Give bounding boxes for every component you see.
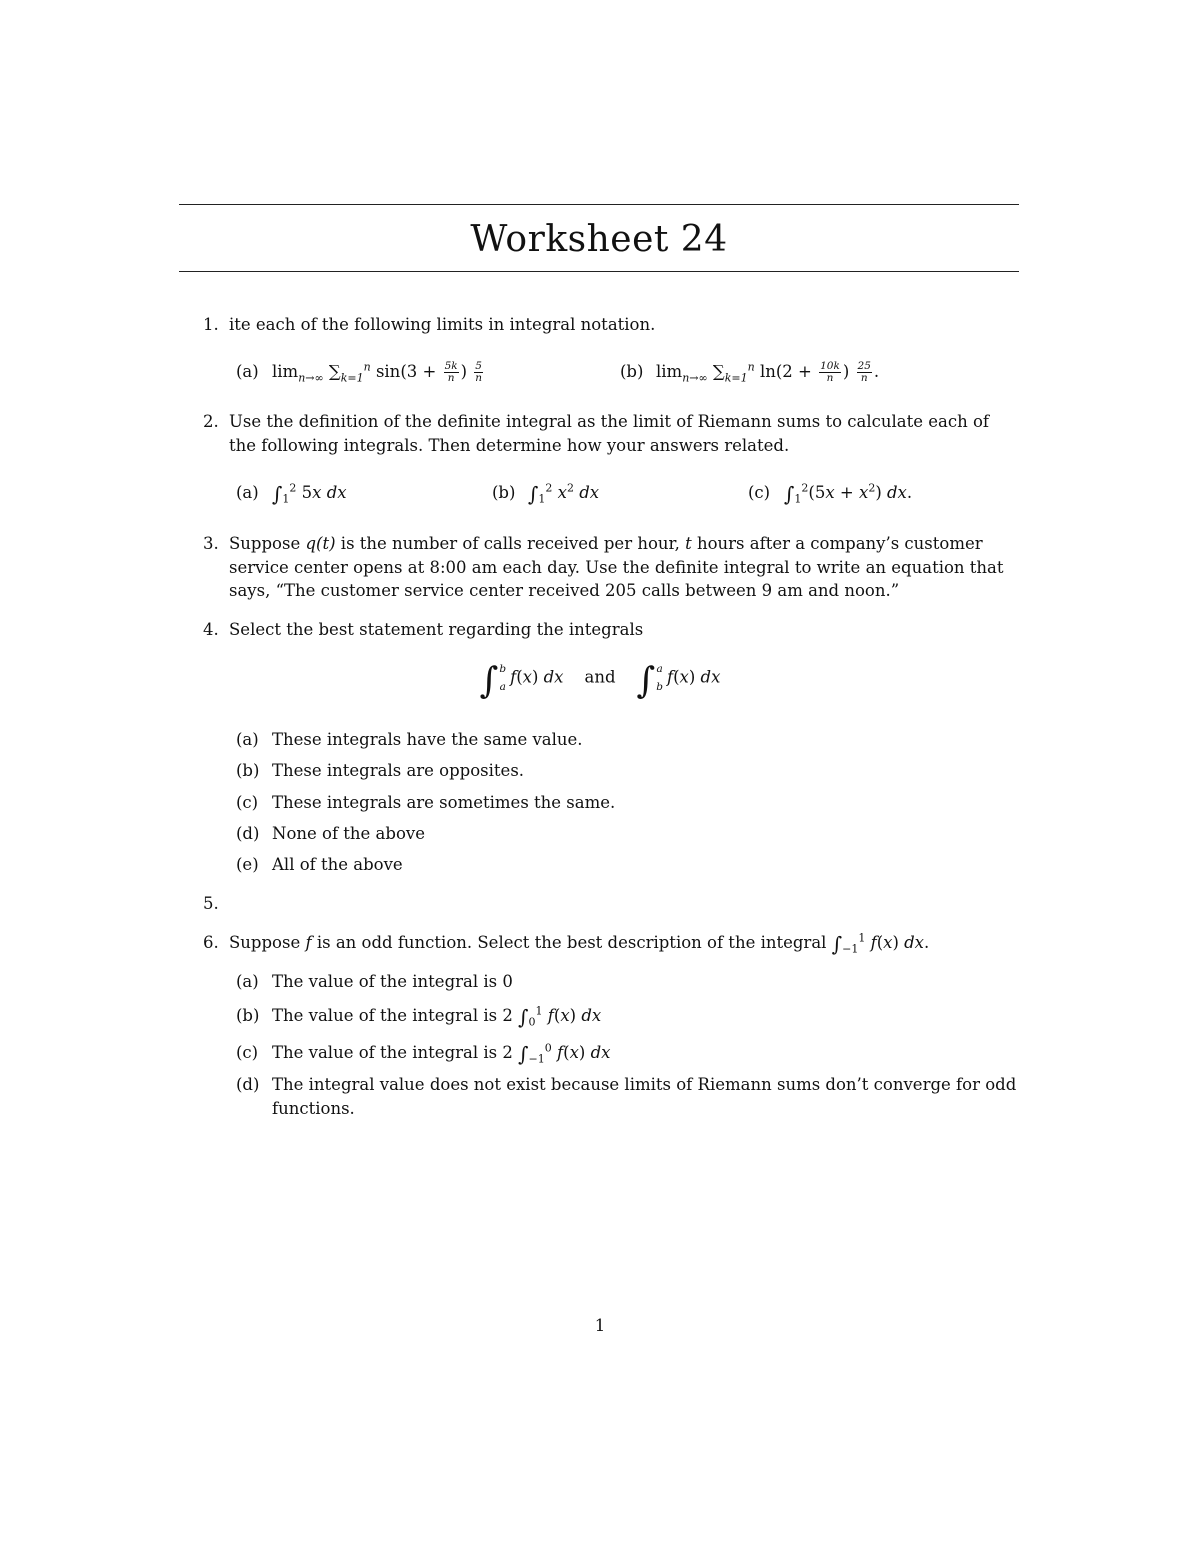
problem-2b-label: (b) [492, 483, 516, 502]
problem-2c: (c) $\int_1^2(5x + x^2)$ dx. [748, 481, 913, 506]
problem-3-text-e: hours after a company’s customer [691, 534, 983, 553]
problem-2b: (b) $\int_1^2$ $x^2$ dx [492, 481, 600, 506]
problem-2-line-1: Use the definition of the definite integral as the limit of Riemann sums to calculate each of [229, 412, 990, 431]
problem-6-text-a: Suppose [229, 933, 306, 952]
problem-6-option-a [236, 970, 513, 994]
title-top-rule [179, 204, 1019, 205]
problem-6-var-f: f [305, 933, 312, 952]
problem-6-option-b-text: The value of the integral is 2 [272, 1006, 513, 1025]
problem-4-option-a [236, 728, 583, 752]
problem-4-option-c-text: These integrals are sometimes the same. [272, 793, 616, 812]
problem-6-option-d-label: (d) [236, 1075, 260, 1094]
problem-3-var-t: t [685, 534, 692, 553]
problem-3-text-c: is the number of calls received per hour, [335, 534, 686, 553]
problem-4-text: Select the best statement regarding the integrals [229, 620, 644, 639]
problem-4-option-c [236, 791, 615, 815]
problem-6-option-c: (c) The value of the integral is 2 $\int_{-1}^0$ f(x) dx [236, 1041, 611, 1066]
problem-4-option-c-label: (c) [236, 793, 259, 812]
title-bottom-rule [179, 271, 1019, 272]
problem-4-option-a-text: These integrals have the same value. [272, 730, 583, 749]
problem-1b-label: (b) [620, 362, 644, 381]
problem-4-number: 4. [203, 620, 219, 639]
problem-4-display-integrals: ∫ b a f(x) dx and ∫ a b f(x) dx [479, 660, 721, 702]
problem-2-number: 2. [203, 412, 219, 431]
problem-6-text: Suppose f is an odd function. Select the best description of the integral $\int_{-1}^1$ f(x) dx. [229, 931, 930, 956]
problem-4-and: and [584, 667, 616, 687]
problem-4-option-e-label: (e) [236, 855, 259, 874]
problem-4-option-e [236, 853, 403, 877]
problem-4-option-b-text: These integrals are opposites. [272, 761, 525, 780]
problem-2-line-2: the following integrals. Then determine how your answers related. [229, 436, 790, 455]
problem-1a-label: (a) [236, 362, 259, 381]
problem-4-option-b-label: (b) [236, 761, 260, 780]
problem-1-number: 1. [203, 315, 219, 334]
problem-1-text: ite each of the following limits in integral notation. [229, 315, 656, 334]
problem-6-option-c-text: The value of the integral is 2 [272, 1043, 513, 1062]
problem-6-text-c: is an odd function. Select the best description of the integral [311, 933, 832, 952]
problem-3-line-3: says, “The customer service center received 205 calls between 9 am and noon.” [229, 581, 900, 600]
page-number: 1 [594, 1316, 606, 1335]
problem-3-var-q: q(t) [305, 534, 336, 553]
problem-1b: (b) $\lim_{n\to\infty} \sum_{k=1}^n$ ln(2 + $\frac{10k}{n}$ ) $\frac{25}{n}$ . [620, 360, 880, 385]
problem-6-option-b-label: (b) [236, 1006, 260, 1025]
problem-6-option-b: (b) The value of the integral is 2 $\int_0^1$ f(x) dx [236, 1004, 602, 1029]
problem-6-option-d-line-2: functions. [272, 1099, 355, 1118]
problem-4-option-d [236, 822, 425, 846]
problem-6-option-d [236, 1073, 1016, 1097]
problem-4-option-e-text: All of the above [272, 855, 403, 874]
problem-3-line-2: service center opens at 8:00 am each day. Use the definite integral to write an equation that [229, 558, 1004, 577]
problem-2a-label: (a) [236, 483, 259, 502]
problem-4-option-b [236, 759, 524, 783]
problem-5-number: 5. [203, 894, 219, 913]
problem-3-number: 3. [203, 534, 219, 553]
problem-6-option-c-label: (c) [236, 1043, 259, 1062]
page-title: Worksheet 24 [470, 219, 728, 260]
problem-3-line-1 [229, 532, 983, 556]
problem-4-option-a-label: (a) [236, 730, 259, 749]
problem-6-option-d-line-1: The integral value does not exist because limits of Riemann sums don’t converge for odd [272, 1075, 1017, 1094]
problem-2a: (a) $\int_1^2$ 5x dx [236, 481, 347, 506]
problem-4-option-d-label: (d) [236, 824, 260, 843]
problem-6-number: 6. [203, 933, 219, 952]
problem-4-option-d-text: None of the above [272, 824, 425, 843]
problem-6-option-a-text: The value of the integral is 0 [272, 972, 513, 991]
problem-1a: (a) $\lim_{n\to\infty} \sum_{k=1}^n$ sin(3 + $\frac{5k}{n}$ ) $\frac{5}{n}$ [236, 360, 483, 385]
problem-2c-label: (c) [748, 483, 771, 502]
problem-6-option-a-label: (a) [236, 972, 259, 991]
problem-3-text-a: Suppose [229, 534, 306, 553]
